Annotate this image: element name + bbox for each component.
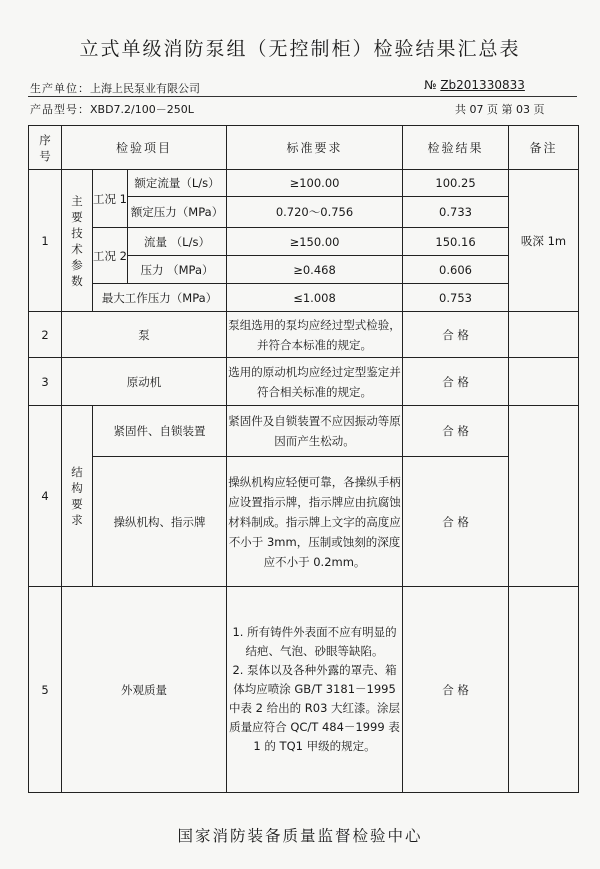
item-fasteners: 紧固件、自锁装置: [93, 406, 227, 457]
report-number: [424, 78, 525, 92]
requirement-pump: 泵组选用的泵均应经过型式检验，并符合本标准的规定。: [227, 312, 403, 358]
table-row: [29, 228, 579, 256]
param-result: 0.733: [403, 197, 509, 228]
seq-1: 1: [29, 170, 62, 312]
table-row: [29, 358, 579, 406]
table-row: [29, 170, 579, 197]
param-requirement: ≥0.468: [227, 256, 403, 284]
result-controls: 合 格: [403, 457, 509, 587]
param-result: 0.753: [403, 284, 509, 312]
seq-5: 5: [29, 587, 62, 793]
result-fasteners: 合 格: [403, 406, 509, 457]
table-row: [29, 406, 579, 457]
header-seq: 序号: [29, 126, 62, 170]
requirement-controls: 操纵机构应轻便可靠，各操纵手柄应设置指示牌，指示牌应由抗腐蚀材料制成。指示牌上文字的高度应不小于 3mm，压制或蚀刻的深度应不小于 0.2mm。: [227, 457, 403, 587]
seq-2: 2: [29, 312, 62, 358]
item-pump: 泵: [62, 312, 227, 358]
param-requirement: 0.720～0.756: [227, 197, 403, 228]
param-name: 最大工作压力（MPa）: [93, 284, 227, 312]
param-result: 150.16: [403, 228, 509, 256]
result-appearance: 合 格: [403, 587, 509, 793]
remark-1: 吸深 1m: [509, 170, 579, 312]
item-motor: 原动机: [62, 358, 227, 406]
model-value: XBD7.2/100－250L: [90, 103, 194, 116]
remark-empty: [509, 406, 579, 587]
requirement-fasteners: 紧固件及自锁装置不应因振动等原因而产生松动。: [227, 406, 403, 457]
header-remark: 备注: [509, 126, 579, 170]
remark-empty: [509, 587, 579, 793]
param-requirement: ≤1.008: [227, 284, 403, 312]
document-title: 立式单级消防泵组（无控制柜）检验结果汇总表: [79, 38, 521, 60]
table-header-row: [29, 126, 579, 170]
manufacturer-line: [30, 80, 200, 96]
param-name: 额定流量（L/s）: [128, 170, 227, 197]
manufacturer-label: 生产单位：: [30, 82, 90, 95]
seq-4: 4: [29, 406, 62, 587]
item-controls: 操纵机构、指示牌: [93, 457, 227, 587]
report-no-prefix: №: [424, 78, 437, 92]
header-result: 检验结果: [403, 126, 509, 170]
requirement-appearance: 1. 所有铸件外表面不应有明显的结疤、气泡、砂眼等缺陷。 2. 泵体以及各种外露的罩壳、箱体均应喷涂 GB/T 3181－1995 中表 2 给出的 R03 大红漆。涂层质量应符合 QC/T 484－1999 表 1 的 TQ1 甲级的规定。: [227, 587, 403, 793]
param-result: 100.25: [403, 170, 509, 197]
remark-empty: [509, 312, 579, 358]
table-row: [29, 457, 579, 587]
model-line: [30, 101, 194, 117]
result-motor: 合 格: [403, 358, 509, 406]
param-name: 流量 （L/s）: [128, 228, 227, 256]
issuer-footer: 国家消防装备质量监督检验中心: [177, 827, 423, 845]
param-requirement: ≥100.00: [227, 170, 403, 197]
remark-empty: [509, 358, 579, 406]
condition-2-label: 工况 2: [93, 228, 128, 284]
header-item: 检验项目: [62, 126, 227, 170]
page-counter: 共 07 页 第 03 页: [455, 103, 545, 116]
report-no-value: Zb201330833: [440, 78, 525, 92]
condition-1-label: 工况 1: [93, 170, 128, 228]
requirement-motor: 选用的原动机均应经过定型鉴定并符合相关标准的规定。: [227, 358, 403, 406]
structure-label: 结构要求: [62, 406, 93, 587]
param-name: 压力 （MPa）: [128, 256, 227, 284]
header-rule: [28, 96, 577, 97]
header-requirement: 标准要求: [227, 126, 403, 170]
param-name: 额定压力（MPa）: [128, 197, 227, 228]
model-label: 产品型号：: [30, 103, 90, 116]
manufacturer-value: 上海上民泵业有限公司: [90, 82, 200, 95]
table-row: [29, 312, 579, 358]
item-appearance: 外观质量: [62, 587, 227, 793]
param-requirement: ≥150.00: [227, 228, 403, 256]
result-pump: 合 格: [403, 312, 509, 358]
main-params-label: 主要技术参数: [62, 170, 93, 312]
results-table: [28, 125, 579, 793]
table-row: [29, 587, 579, 793]
param-result: 0.606: [403, 256, 509, 284]
seq-3: 3: [29, 358, 62, 406]
table-row: [29, 284, 579, 312]
